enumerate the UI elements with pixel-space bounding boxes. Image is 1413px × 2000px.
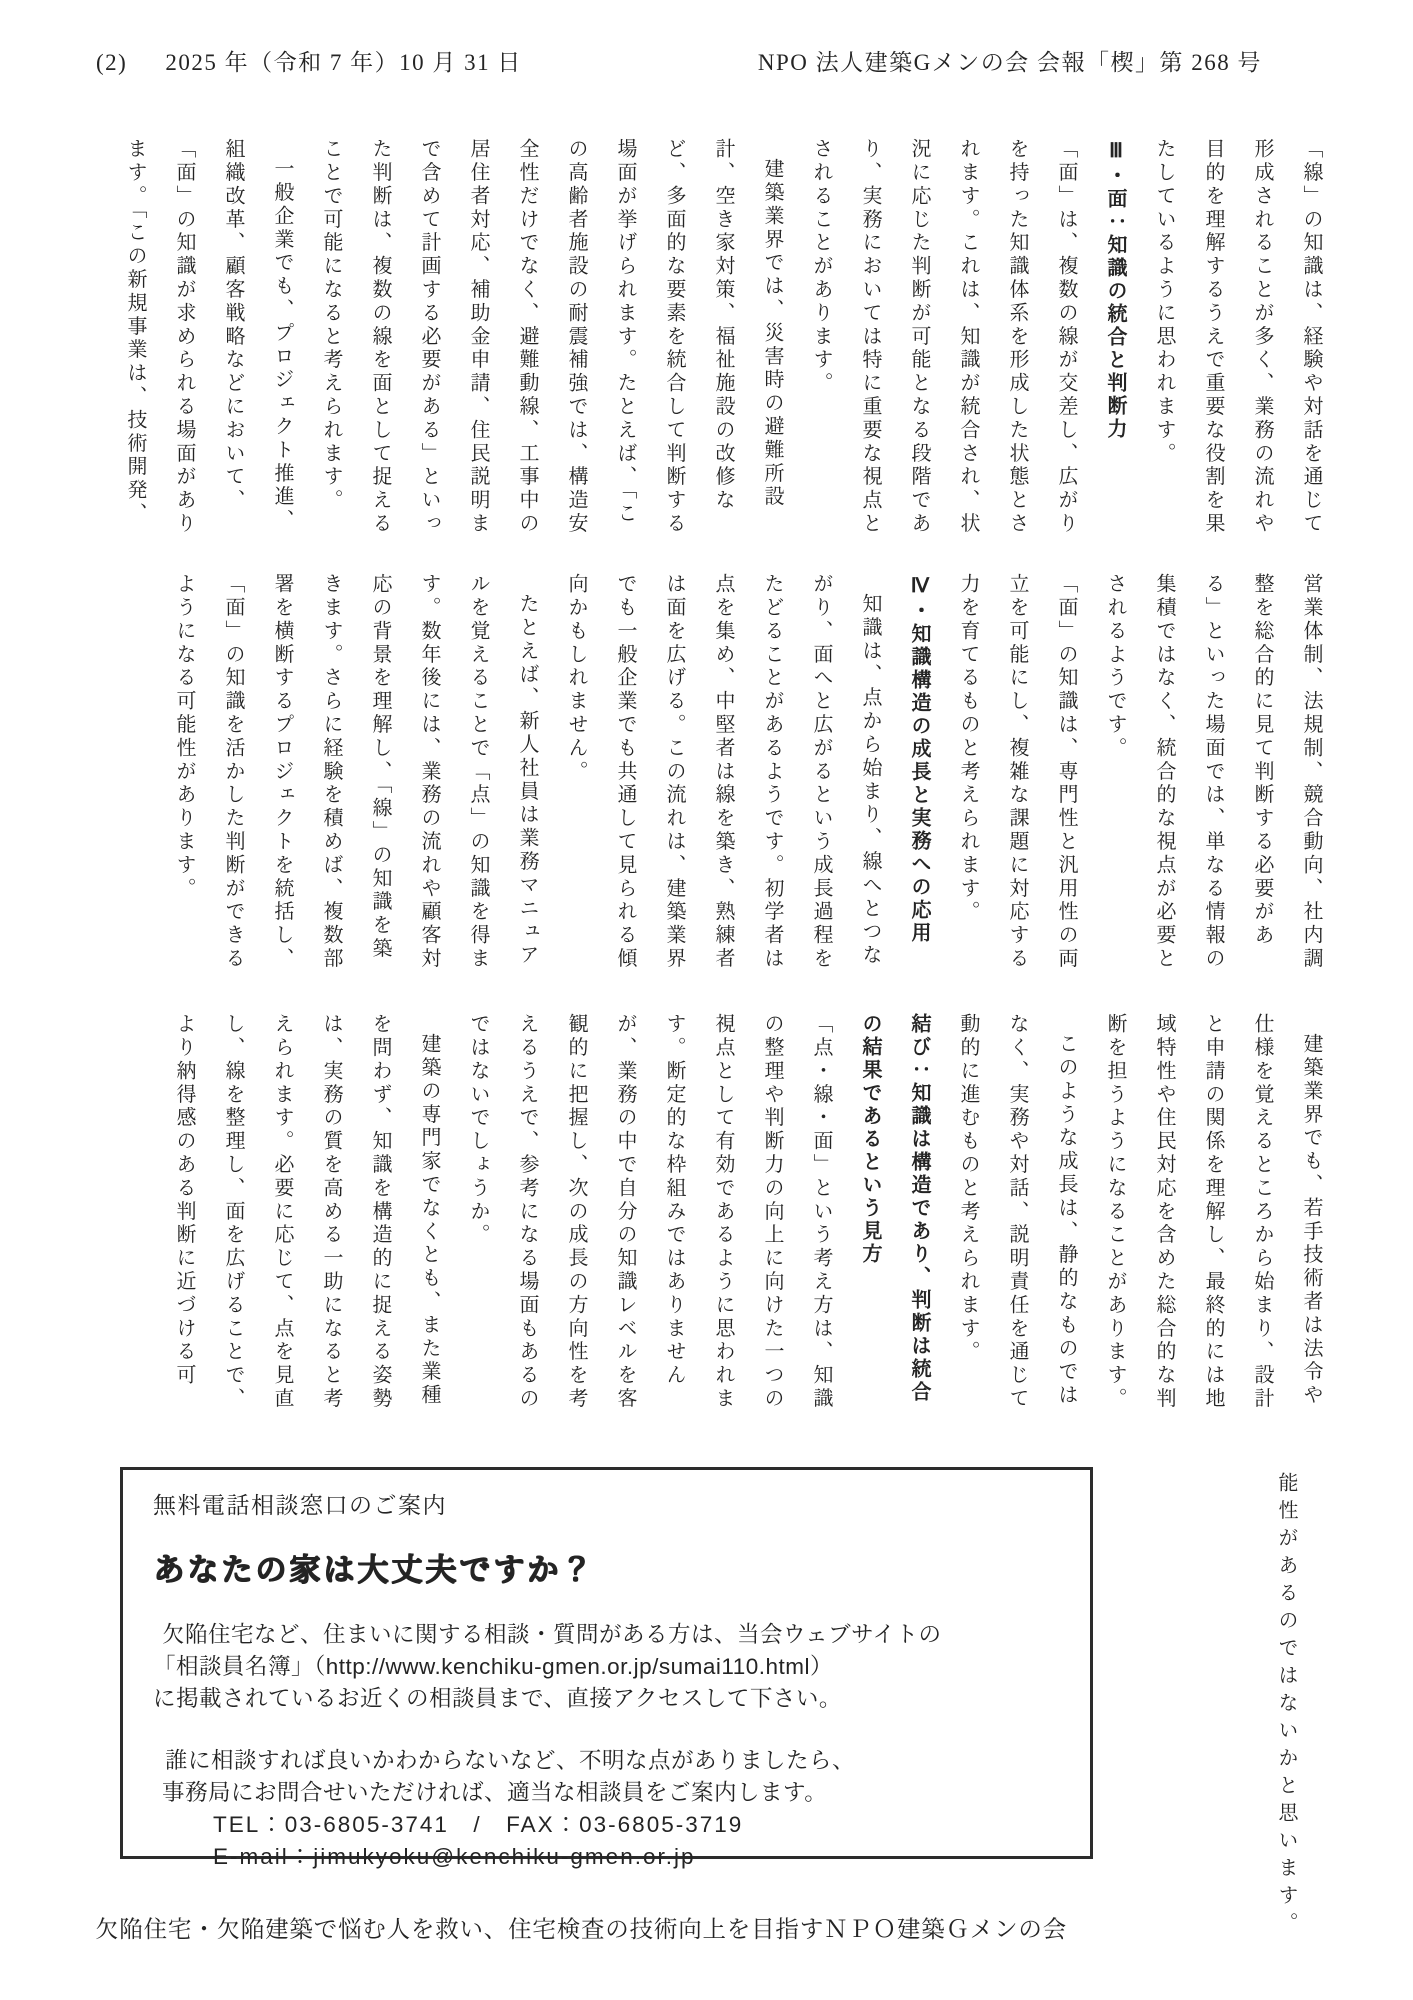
email-line: E-mail：jimukyoku@kenchiku-gmen.or.jp bbox=[213, 1844, 696, 1869]
notice-url-line: 「相談員名簿」（http://www.kenchiku-gmen.or.jp/sumai110.html） bbox=[153, 1654, 834, 1679]
paragraph: このような成長は、静的なものではなく、実務や対話、説明責任を通じて動的に進むものと考えられます。 bbox=[957, 1013, 1077, 1411]
section-heading-conclusion: 結び：知識は構造であり、判断は統合の結果であるという見方 bbox=[859, 1013, 930, 1404]
paragraph: 知識は、点から始まり、線へとつながり、面へと広がるという成長過程をたどることがあるようです。初学者は点を集め、中堅者は線を築き、熟練者は面を広げる。この流れは、建築業界でも一般企業でも共通して見られる傾向かもしれません。 bbox=[565, 573, 881, 971]
publication-title: NPO 法人建築Gメンの会 会報「楔」第 268 号 bbox=[757, 50, 1262, 75]
paragraph: 「面」の知識は、専門性と汎用性の両立を可能にし、複雑な課題に対応する力を育てるものと考えられます。 bbox=[957, 573, 1077, 971]
notice-text-line: 事務局にお問合せいただければ、適当な相談員をご案内します。 bbox=[162, 1780, 828, 1805]
notice-text-line: に掲載されているお近くの相談員まで、直接アクセスして下さい。 bbox=[153, 1686, 842, 1711]
notice-body bbox=[153, 1619, 1080, 1873]
page-number: (2) bbox=[96, 50, 128, 75]
paragraph: 建築の専門家でなくとも、また業種を問わず、知識を構造的に捉える姿勢は、実務の質を高める一助になると考えられます。必要に応じて、点を見直し、線を整理し、面を広げることで、より納得感のある判断に近づける可 bbox=[173, 1013, 440, 1411]
article-band-top bbox=[101, 138, 1335, 538]
paragraph: 営業体制、法規制、競合動向、社内調整を総合的に見て判断する必要がある」といった場面では、単なる情報の集積ではなく、統合的な視点が必要とされるようです。 bbox=[1104, 573, 1322, 971]
notice-text-line: 誰に相談すれば良いかわからないなど、不明な点がありましたら、 bbox=[165, 1748, 856, 1773]
paragraph: 「点・線・面」という考え方は、知識の整理や判断力の向上に向けた一つの視点として有効であるように思われます。断定的な枠組みではありませんが、業務の中で自分の知識レベルを客観的に把握し、次の成長の方向性を考えるうえで、参考になる場面もあるのではないでしょうか。 bbox=[467, 1013, 832, 1411]
notice-headline: あなたの家は大丈夫ですか？ bbox=[153, 1552, 595, 1587]
page-header bbox=[96, 44, 1262, 77]
consultation-notice-box bbox=[120, 1467, 1093, 1869]
section-heading-3: Ⅲ・面：知識の統合と判断力 bbox=[1104, 138, 1126, 441]
paragraph: 「線」の知識は、経験や対話を通じて形成されることが多く、業務の流れや目的を理解するうえで重要な役割を果たしているように思われます。 bbox=[1153, 138, 1322, 536]
paragraph: たとえば、新人社員は業務マニュアルを覚えることで「点」の知識を得ます。数年後には、業務の流れや顧客対応の背景を理解し、「線」の知識を築きます。さらに経験を積めば、複数部署を横断するプロジェクトを統括し、「面」の知識を活かした判断ができるようになる可能性があります。 bbox=[173, 573, 538, 971]
notice-title: 無料電話相談窓口のご案内 bbox=[153, 1492, 447, 1518]
tel-fax-line: TEL：03-6805-3741 / FAX：03-6805-3719 bbox=[213, 1812, 744, 1837]
paragraph: 一般企業でも、プロジェクト推進、組織改革、顧客戦略などにおいて、「面」の知識が求められる場面があります。「この新規事業は、技術開発、 bbox=[124, 138, 293, 536]
paragraph: 建築業界でも、若手技術者は法令や仕様を覚えるところから始まり、設計と申請の関係を理解し、最終的には地域特性や住民対応を含めた総合的な判断を担うようになることがあります。 bbox=[1104, 1013, 1322, 1411]
spacer bbox=[153, 1715, 1080, 1745]
notice-text-line: 欠陥住宅など、住まいに関する相談・質問がある方は、当会ウェブサイトの bbox=[162, 1622, 942, 1647]
page-footer-slogan: 欠陥住宅・欠陥建築で悩む人を救い、住宅検査の技術向上を目指すＮＰＯ建築Ｇメンの会 bbox=[95, 1917, 1067, 1943]
paragraph: 建築業界では、災害時の避難所設計、空き家対策、福祉施設の改修など、多面的な要素を統合して判断する場面が挙げられます。たとえば、「この高齢者施設の耐震補強では、構造安全性だけでなく、避難動線、工事中の居住者対応、補助金申請、住民説明まで含めて計画する必要がある」といった判断は、複数の線を面として捉えることで可能になると考えられます。 bbox=[320, 138, 783, 536]
issue-date: 2025 年（令和 7 年）10 月 31 日 bbox=[165, 50, 522, 75]
section-heading-4: Ⅳ・知識構造の成長と実務への応用 bbox=[908, 573, 930, 945]
article-band-middle bbox=[101, 573, 1335, 973]
article-band-bottom bbox=[101, 1013, 1335, 1415]
paragraph: 「面」は、複数の線が交差し、広がりを持った知識体系を形成した状態とされます。これは、知識が統合され、状況に応じた判断が可能となる段階であり、実務においては特に重要な視点とされることがあります。 bbox=[810, 138, 1077, 536]
article-continuation-column: 能性があるのではないかと思います。 bbox=[1275, 1472, 1297, 1940]
